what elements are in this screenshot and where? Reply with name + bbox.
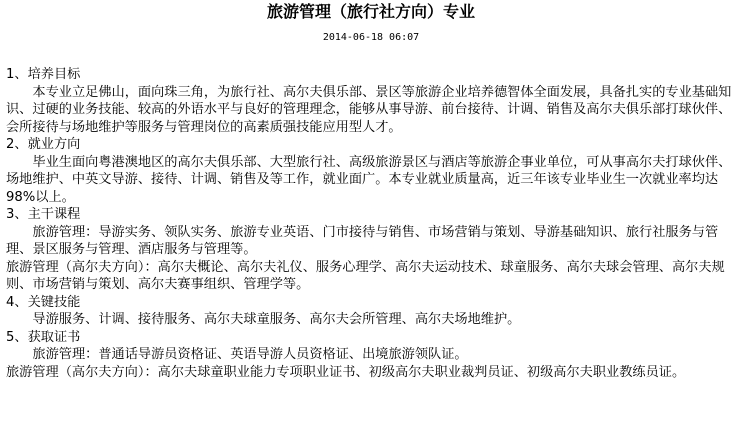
section-heading-core-courses: 3、主干课程 (6, 207, 81, 222)
section-heading-key-skills: 4、关键技能 (6, 294, 81, 310)
section-heading-certificates: 5、获取证书 (6, 329, 81, 345)
paragraph-certificates-tourism: 旅游管理：普通话导游员资格证、英语导游人员资格证、出境旅游领队证。 (32, 347, 468, 362)
section-heading-training-goal: 1、培养目标 (6, 67, 81, 82)
article-body (6, 66, 736, 381)
paragraph-courses-tourism: 旅游管理：导游实务、领队实务、旅游专业英语、门市接待与销售、市场营销与策划、导游基础知识、旅行社服务与管理、景区服务与管理、酒店服务与管理等。 (6, 224, 719, 257)
paragraph-employment: 毕业生面向粤港澳地区的高尔夫俱乐部、大型旅行社、高级旅游景区与酒店等旅游企事业单位，可从事高尔夫打球伙伴、场地维护、中英文导游、接待、计调、销售及等工作，就业面广。本专业就业质量高，近三年该专业毕业生一次就业率均达98%以上。 (6, 154, 732, 205)
paragraph-courses-golf: 旅游管理（高尔夫方向）：高尔夫概论、高尔夫礼仪、服务心理学、高尔夫运动技术、球童服务、高尔夫球会管理、高尔夫规则、市场营销与策划、高尔夫赛事组织、管理学等。 (6, 259, 725, 292)
article-title: 旅游管理（旅行社方向）专业 (266, 2, 475, 21)
section-heading-employment: 2、就业方向 (6, 137, 81, 152)
paragraph-training-goal: 本专业立足佛山，面向珠三角，为旅行社、高尔夫俱乐部、景区等旅游企业培养德智体全面发展，具备扎实的专业基础知识、过硬的业务技能、较高的外语水平与良好的管理理念，能够从事导游、前台接待、计调、销售及高尔夫俱乐部打球伙伴、会所接待与场地维护等服务与管理岗位的高素质强技能应用型人才。 (6, 84, 732, 135)
paragraph-key-skills: 导游服务、计调、接待服务、高尔夫球童服务、高尔夫会所管理、高尔夫场地维护。 (32, 312, 521, 327)
article-date: 2014-06-18 06:07 (322, 32, 420, 43)
paragraph-certificates-golf: 旅游管理（高尔夫方向）：高尔夫球童职业能力专项职业证书、初级高尔夫职业裁判员证、初级高尔夫职业教练员证。 (6, 364, 686, 380)
